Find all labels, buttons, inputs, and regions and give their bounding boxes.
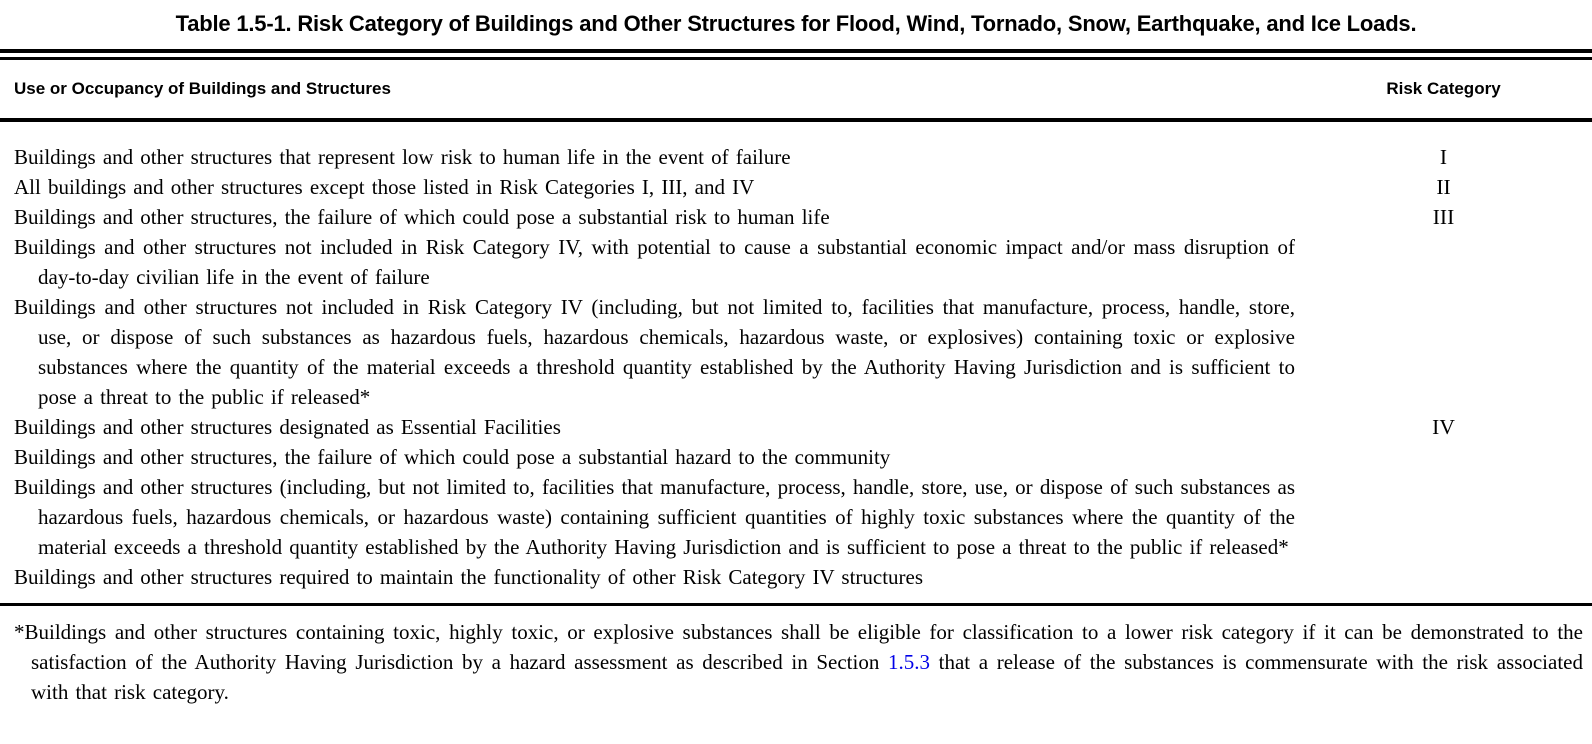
top-double-rule-upper	[0, 49, 1592, 53]
table-title: Table 1.5-1. Risk Category of Buildings and Other Structures for Flood, Wind, Tornado, Snow, Earthquake, and Ice Loads.	[175, 11, 1417, 36]
use-occupancy-cell: Buildings and other structures that represent low risk to human life in the event of failure	[14, 144, 791, 169]
footer-rule	[0, 603, 1592, 606]
footnote-text-before-link: *Buildings and other structures containing toxic, highly toxic, or explosive substances shall be eligible for classification to a lower risk category if it can be demonstrated to the satisfaction of the Authority Having Jurisdiction by a hazard assessment as described in Section	[14, 619, 1583, 674]
section-1-5-3-link[interactable]: 1.5.3	[887, 649, 930, 674]
table-row	[0, 142, 1592, 172]
use-occupancy-cell: Buildings and other structures, the failure of which could pose a substantial hazard to the community	[14, 444, 891, 469]
footnote	[14, 617, 1583, 707]
table-row	[0, 412, 1592, 442]
risk-category-cell: III	[1432, 204, 1455, 229]
risk-category-cell	[1295, 562, 1592, 592]
use-occupancy-cell: Buildings and other structures not included in Risk Category IV (including, but not limited to, facilities that manufacture, process, handle, store, use, or dispose of such substances as hazardous fuels, hazardous chemicals, hazardous waste, or explosives) containing toxic or explosive substances where the quantity of the material exceeds a threshold quantity established by the Authority Having Jurisdiction and is sufficient to pose a threat to the public if released*	[14, 294, 1295, 409]
table-row	[0, 562, 1592, 592]
header-rule	[0, 118, 1592, 122]
table-row	[0, 172, 1592, 202]
column-header-risk-category: Risk Category	[1386, 78, 1501, 98]
risk-category-cell: IV	[1432, 414, 1455, 439]
risk-category-cell	[1295, 232, 1592, 292]
use-occupancy-cell: Buildings and other structures not included in Risk Category IV, with potential to cause a substantial economic impact and/or mass disruption of day-to-day civilian life in the event of failure	[14, 234, 1295, 289]
top-double-rule-lower	[0, 57, 1592, 60]
table-body	[0, 142, 1592, 592]
table-row	[0, 202, 1592, 232]
risk-category-cell	[1295, 292, 1592, 412]
risk-category-cell: II	[1436, 174, 1451, 199]
risk-category-cell	[1295, 472, 1592, 562]
risk-category-cell	[1295, 442, 1592, 472]
table-row	[0, 292, 1592, 412]
footnote-text-after-link: that a release of the substances is commensurate with the risk associated with that risk category.	[31, 649, 1583, 704]
use-occupancy-cell: Buildings and other structures designated as Essential Facilities	[14, 414, 561, 439]
use-occupancy-cell: All buildings and other structures except those listed in Risk Categories I, III, and IV	[14, 174, 755, 199]
column-header-use-occupancy: Use or Occupancy of Buildings and Structures	[14, 78, 391, 98]
table-row	[0, 232, 1592, 292]
column-header-row	[0, 79, 1592, 99]
table-row	[0, 442, 1592, 472]
use-occupancy-cell: Buildings and other structures required to maintain the functionality of other Risk Category IV structures	[14, 564, 924, 589]
use-occupancy-cell: Buildings and other structures, the failure of which could pose a substantial risk to human life	[14, 204, 830, 229]
risk-category-cell: I	[1439, 144, 1448, 169]
use-occupancy-cell: Buildings and other structures (including, but not limited to, facilities that manufacture, process, handle, store, use, or dispose of such substances as hazardous fuels, hazardous chemicals, or hazardous waste) containing sufficient quantities of highly toxic substances where the quantity of the material exceeds a threshold quantity established by the Authority Having Jurisdiction and is sufficient to pose a threat to the public if released*	[14, 474, 1295, 559]
table-row	[0, 472, 1592, 562]
